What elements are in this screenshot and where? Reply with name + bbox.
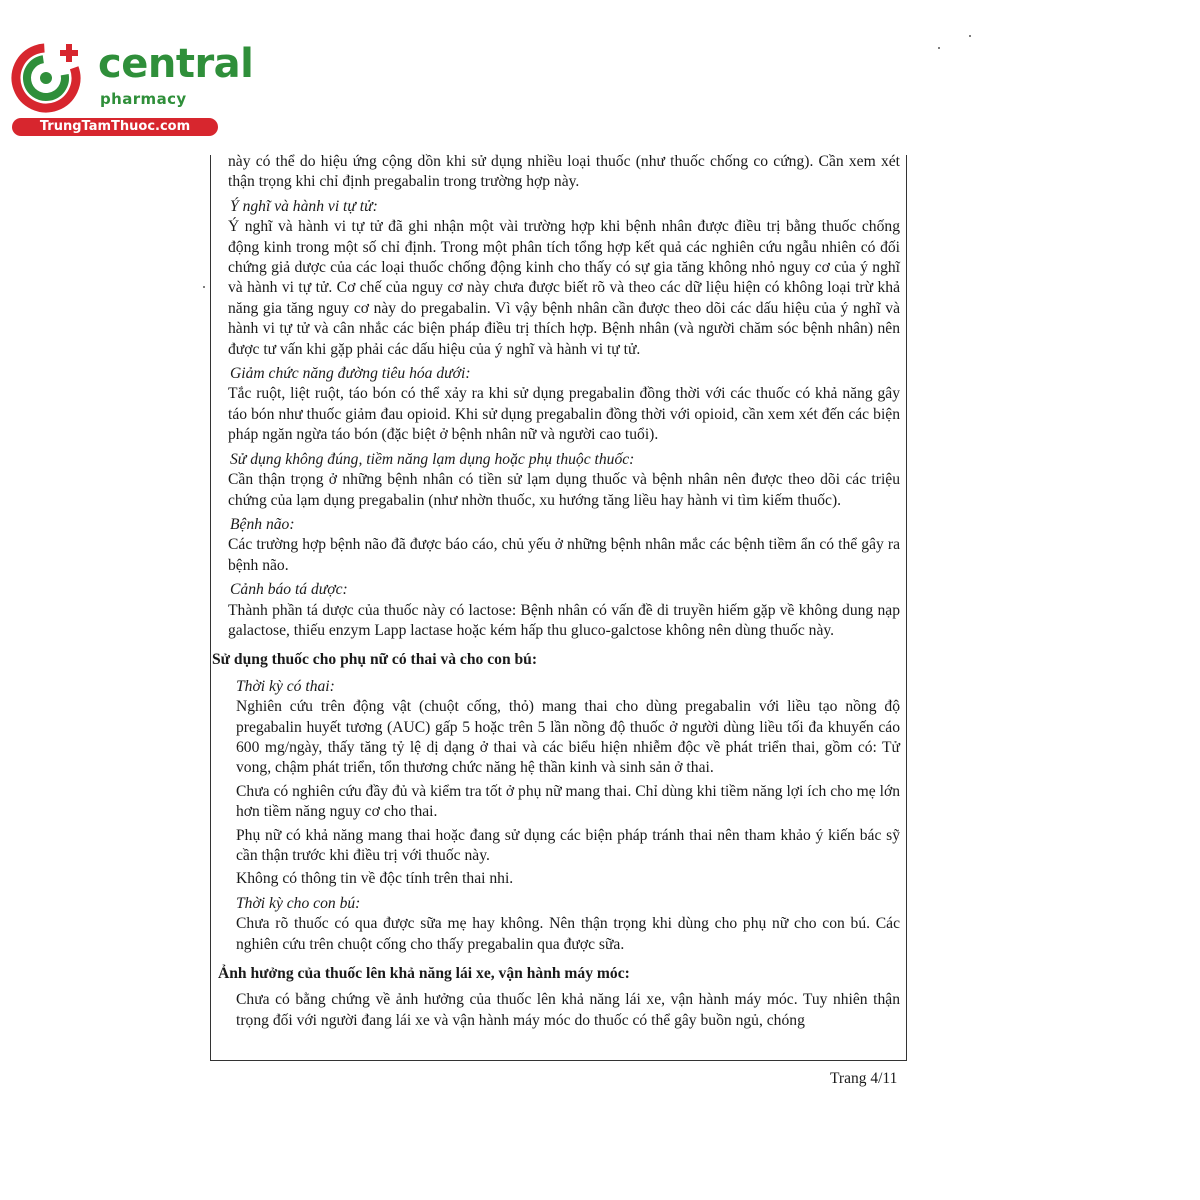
paragraph: Các trường hợp bệnh não đã được báo cáo, chủ yếu ở những bệnh nhân mắc các bệnh tiềm ẩn có thể gây ra bệnh não. — [228, 536, 900, 574]
section-heading: Ảnh hưởng của thuốc lên khả năng lái xe, vận hành máy móc: — [218, 965, 630, 983]
paragraph: Thành phần tá dược của thuốc này có lactose: Bệnh nhân có vấn đề di truyền hiếm gặp về không dung nạp galactose, thiếu enzym Lapp lactase hoặc kém hấp thu gluco-galctose không nên dùng thuốc này. — [228, 601, 900, 639]
section-subheading: Cảnh báo tá dược: — [230, 581, 348, 599]
central-pharmacy-logo — [10, 38, 254, 138]
paragraph: Chưa có bằng chứng về ảnh hưởng của thuốc lên khả năng lái xe, vận hành máy móc. Tuy nhiên thận trọng đối với người đang lái xe và vận hành máy móc do thuốc có thể gây buồn ngủ, chóng — [236, 991, 900, 1029]
scan-speck — [203, 286, 205, 288]
paragraph: Cần thận trọng ở những bệnh nhân có tiền sử lạm dụng thuốc và bệnh nhân nên được theo dõi các triệu chứng của lạm dụng pregabalin (như nhờn thuốc, xu hướng tăng liều hay hành vi tìm kiếm thuốc). — [228, 471, 900, 509]
section-subheading: Sử dụng không đúng, tiềm năng lạm dụng hoặc phụ thuộc thuốc: — [230, 450, 635, 468]
paragraph: Ý nghĩ và hành vi tự tử đã ghi nhận một vài trường hợp khi bệnh nhân được điều trị bằng thuốc chống động kinh trong một số chỉ định. Trong một phân tích tổng hợp kết quả các nghiên cứu ngẫu nhiên có đối chứng giả dược của các loại thuốc chống động kinh cho thấy có sự gia tăng không nhỏ nguy cơ của ý nghĩ và hành vi tự tử. Cơ chế của nguy cơ này chưa được biết rõ và theo các dữ liệu hiện có không loại trừ khả năng gia tăng nguy cơ này do pregabalin. Vì vậy bệnh nhân cần được theo dõi các dấu hiệu của ý nghĩ và hành vi tự tử và cân nhắc các biện pháp điều trị thích hợp. Bệnh nhân (và người chăm sóc bệnh nhân) nên được tư vấn khi gặp phải các dấu hiệu của ý nghĩ và hành vi tự tử. — [228, 218, 900, 358]
scan-speck — [969, 35, 971, 37]
logo-brand-sub: pharmacy — [100, 90, 187, 108]
document-body — [212, 152, 900, 1031]
section-subheading: Ý nghĩ và hành vi tự tử: — [230, 197, 378, 215]
section-subheading: Giảm chức năng đường tiêu hóa dưới: — [230, 365, 471, 383]
section-heading: Sử dụng thuốc cho phụ nữ có thai và cho con bú: — [212, 651, 538, 669]
paragraph: Không có thông tin về độc tính trên thai nhi. — [236, 870, 514, 888]
paragraph: Chưa có nghiên cứu đầy đủ và kiểm tra tốt ở phụ nữ mang thai. Chỉ dùng khi tiềm năng lợi ích cho mẹ lớn hơn tiềm năng nguy cơ cho thai. — [236, 782, 900, 821]
paragraph: Phụ nữ có khả năng mang thai hoặc đang sử dụng các biện pháp tránh thai nên tham khảo ý kiến bác sỹ cần thận trước khi điều trị với thuốc này. — [236, 826, 900, 864]
paragraph: Chưa rõ thuốc có qua được sữa mẹ hay không. Nên thận trọng khi dùng cho phụ nữ cho con bú. Các nghiên cứu trên chuột cống cho thấy pregabalin qua được sữa. — [236, 915, 900, 953]
paragraph: này có thể do hiệu ứng cộng dồn khi sử dụng nhiều loại thuốc (như thuốc chống co cứng). Cần xem xét thận trọng khi chỉ định pregabalin trong trường hợp này. — [228, 153, 900, 191]
page-number: Trang 4/11 — [830, 1070, 898, 1087]
section-subheading: Bệnh não: — [230, 515, 295, 533]
paragraph: Tắc ruột, liệt ruột, táo bón có thể xảy ra khi sử dụng pregabalin đồng thời với các thuốc có khả năng gây táo bón như thuốc giảm đau opioid. Khi sử dụng pregabalin đồng thời với opioid, cần xem xét đến các biện pháp ngăn ngừa táo bón (đặc biệt ở bệnh nhân nữ và người cao tuổi). — [228, 385, 900, 444]
pharmacy-logo-icon — [10, 38, 86, 114]
logo-brand-name: central — [98, 41, 254, 87]
paragraph: Nghiên cứu trên động vật (chuột cống, thỏ) mang thai cho dùng pregabalin với liều tạo nồng độ pregabalin huyết tương (AUC) gấp 5 hoặc trên 5 lần nồng độ thuốc ở người dùng liều tối đa khuyến cáo 600 mg/ngày, thấy tăng tỷ lệ dị dạng ở thai và các biểu hiện nhiễm độc về phát triển thai, gồm có: Tử vong, chậm phát triển, tổn thương chức năng hệ thần kinh và sinh sản ở thai. — [236, 698, 900, 777]
section-subheading: Thời kỳ có thai: — [236, 677, 335, 695]
scan-speck — [938, 47, 940, 49]
logo-website-banner: TrungTamThuoc.com — [12, 118, 218, 136]
section-subheading: Thời kỳ cho con bú: — [236, 894, 361, 912]
